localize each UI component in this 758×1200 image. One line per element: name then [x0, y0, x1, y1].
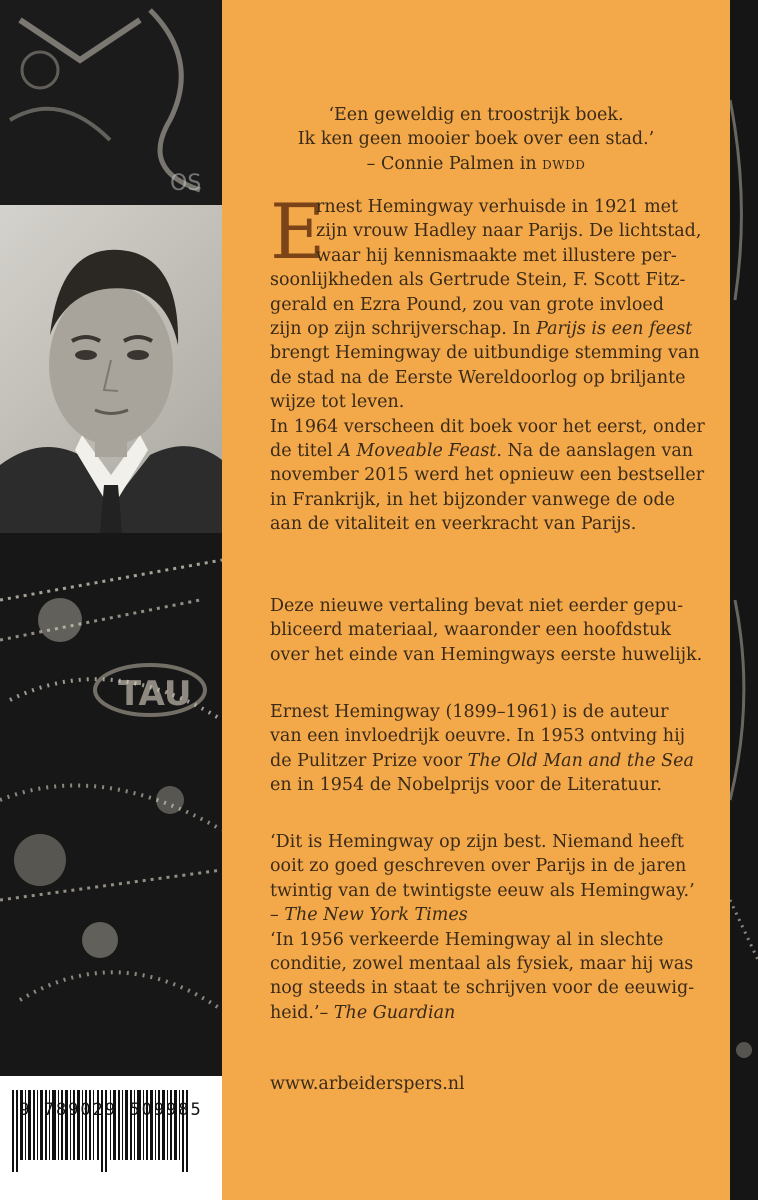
svg-text:OS: OS [170, 171, 202, 196]
book-title: Parijs is een feest [536, 319, 693, 340]
intro-line: gerald en Ezra Pound, zou van grote invloed [270, 294, 664, 315]
publisher-website: www.arbeiderspers.nl [270, 1074, 465, 1094]
review-line: ‘Dit is Hemingway op zijn best. Niemand heeft [270, 832, 684, 852]
right-photo-edge [730, 0, 758, 1200]
intro-line: In 1964 verscheen dit boek voor het eerst, onder [270, 416, 705, 437]
neon-signs-image [0, 0, 222, 1200]
review-source: heid.’– The Guardian [270, 1002, 456, 1023]
review-line: twintig van de twintigste eeuw als Hemingway.’ [270, 880, 695, 901]
intro-line: rnest Hemingway verhuisde in 1921 met [316, 197, 679, 217]
barcode [0, 1076, 222, 1200]
barcode-bars [0, 1076, 222, 1200]
translation-line: over het einde van Hemingways eerste huwelijk. [270, 644, 703, 665]
intro-line: zijn vrouw Hadley naar Parijs. De lichtstad, [316, 221, 702, 242]
original-title: A Moveable Feast [338, 441, 497, 462]
cover-photo-strip [0, 0, 222, 1200]
bio-line: van een invloedrijk oeuvre. In 1953 ontving hij [270, 726, 686, 747]
bio-line: de Pulitzer Prize voor The Old Man and the Sea [270, 750, 694, 771]
intro-line: de stad na de Eerste Wereldoorlog op briljante [270, 367, 686, 388]
translation-paragraph [270, 594, 710, 667]
drop-cap: E [270, 187, 326, 276]
intro-line: brengt Hemingway de uitbundige stemming van [270, 343, 700, 364]
translation-line: Deze nieuwe vertaling bevat niet eerder gepu- [270, 596, 684, 616]
intro-paragraph [270, 195, 710, 537]
top-quote [222, 103, 730, 176]
right-edge-image [730, 0, 758, 1200]
svg-text:TAU: TAU [118, 674, 192, 714]
novel-title: The Old Man and the Sea [467, 750, 694, 771]
quote-line: ‘Een geweldig en troostrijk boek. [328, 105, 624, 125]
portrait-illustration [0, 205, 222, 533]
review-quotes [270, 830, 710, 1025]
bio-line: Ernest Hemingway (1899–1961) is de auteur [270, 702, 669, 722]
review-line: ‘In 1956 verkeerde Hemingway al in slechte [270, 929, 664, 950]
author-bio [270, 700, 710, 798]
translation-line: bliceerd materiaal, waaronder een hoofdstuk [270, 620, 671, 641]
review-line: ooit zo goed geschreven over Parijs in de jaren [270, 856, 687, 877]
attribution-source: dwdd [542, 153, 586, 174]
quote-attribution: – Connie Palmen in dwdd [366, 153, 586, 174]
quote-line: Ik ken geen mooier boek over een stad.’ [297, 129, 655, 150]
intro-line: waar hij kennismaakte met illustere per- [316, 245, 677, 266]
intro-line: zijn op zijn schrijverschap. In Parijs is een feest [270, 319, 693, 340]
review-line: nog steeds in staat te schrijven voor de eeuwig- [270, 978, 695, 999]
review-line: conditie, zowel mentaal als fysiek, maar hij was [270, 954, 694, 975]
intro-line: soonlijkheden als Gertrude Stein, F. Scott Fitz- [270, 270, 686, 291]
intro-line: wijze tot leven. [270, 392, 405, 413]
intro-line: in Frankrijk, in het bijzonder vanwege de ode [270, 489, 676, 510]
bio-line: en in 1954 de Nobelprijs voor de Literatuur. [270, 775, 662, 796]
intro-line: de titel A Moveable Feast. Na de aanslagen van [270, 441, 694, 462]
review-source: – The New York Times [270, 905, 468, 926]
intro-line: november 2015 werd het opnieuw een bestseller [270, 465, 705, 486]
author-portrait [0, 205, 222, 533]
barcode-number: 9 789029 509985 [19, 1100, 203, 1120]
intro-line: aan de vitaliteit en veerkracht van Parijs. [270, 514, 637, 535]
